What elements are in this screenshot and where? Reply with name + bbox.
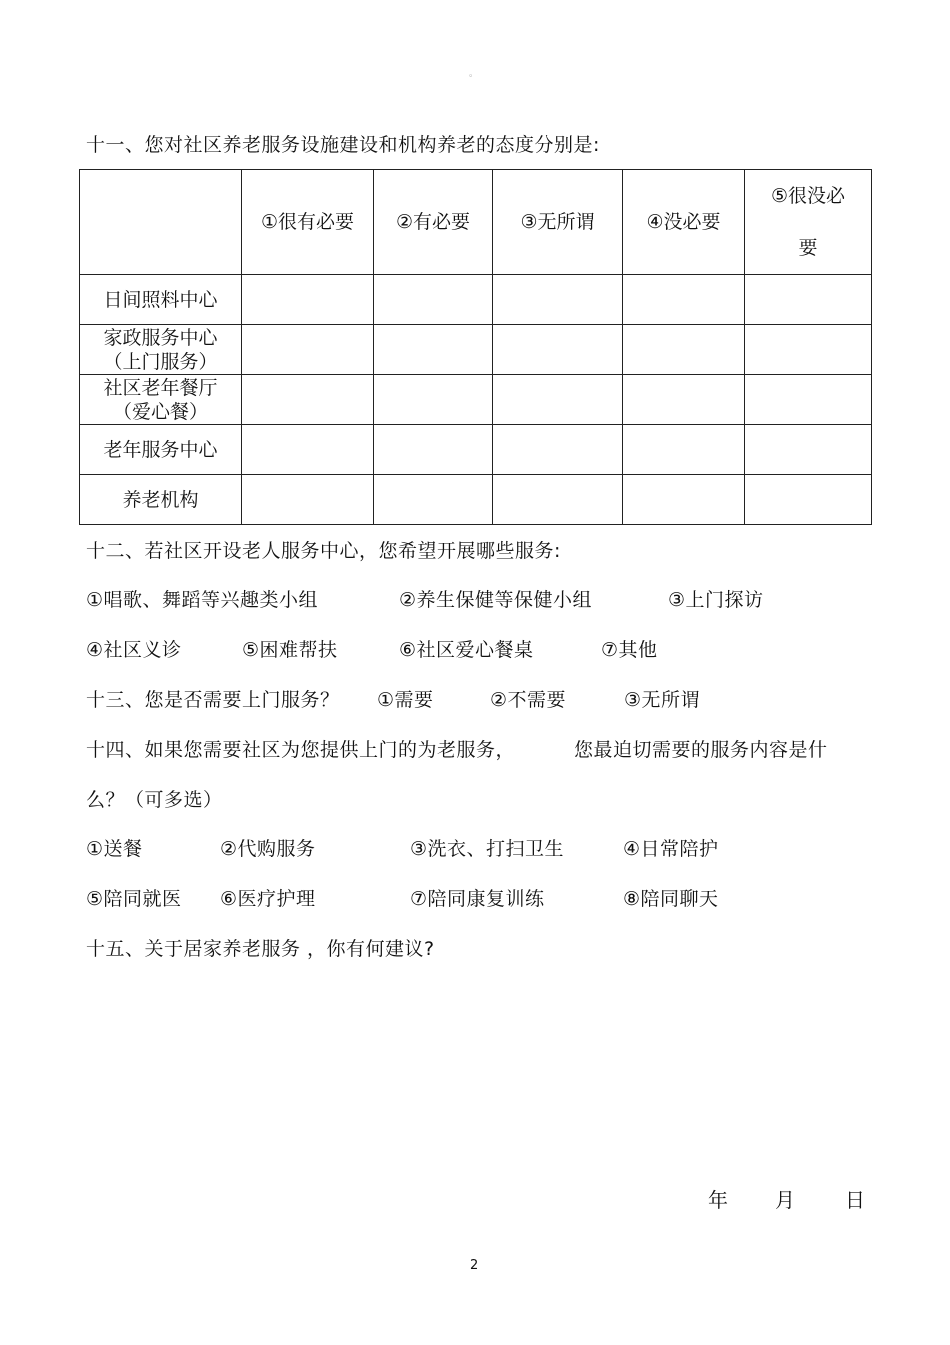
q14-option[interactable]: ⑧陪同聊天 (623, 888, 719, 910)
attitude-table (79, 169, 872, 525)
answer-cell[interactable] (623, 425, 745, 475)
q12-option[interactable]: ⑤困难帮扶 (242, 639, 338, 661)
header-mark: 。 (469, 69, 479, 79)
q11-title: 十一、您对社区养老服务设施建设和机构养老的态度分别是: (86, 134, 600, 156)
answer-cell[interactable] (623, 275, 745, 325)
q14-option[interactable]: ⑥医疗护理 (220, 888, 316, 910)
answer-cell[interactable] (242, 275, 374, 325)
answer-cell[interactable] (493, 375, 623, 425)
answer-cell[interactable] (745, 375, 872, 425)
answer-cell[interactable] (623, 325, 745, 375)
q13-title: 十三、您是否需要上门服务？ (86, 689, 340, 711)
answer-cell[interactable] (374, 425, 493, 475)
answer-cell[interactable] (745, 475, 872, 525)
q14-option[interactable]: ①送餐 (86, 838, 143, 860)
q14-title-part1: 十四、如果您需要社区为您提供上门的为老服务， (86, 739, 516, 761)
page-number: 2 (470, 1258, 479, 1273)
row-label-line1: 老年服务中心 (103, 438, 218, 461)
answer-cell[interactable] (493, 325, 623, 375)
table-row (80, 325, 872, 375)
q13-option[interactable]: ②不需要 (490, 689, 567, 711)
row-label (80, 275, 242, 325)
q14-title-part2: 您最迫切需要的服务内容是什 (574, 739, 828, 761)
table-row (80, 475, 872, 525)
row-label (80, 325, 242, 375)
q13-option[interactable]: ③无所谓 (624, 689, 701, 711)
answer-cell[interactable] (374, 375, 493, 425)
row-label (80, 475, 242, 525)
q14-option[interactable]: ②代购服务 (220, 838, 316, 860)
row-label-line2: （爱心餐） (112, 400, 208, 423)
table-corner-cell (80, 170, 242, 275)
row-label-line1: 家政服务中心 (103, 326, 218, 349)
q14-option[interactable]: ④日常陪护 (623, 838, 719, 860)
date-year-label: 年 (708, 1188, 728, 1212)
q12-option[interactable]: ④社区义诊 (86, 639, 182, 661)
q12-option[interactable]: ①唱歌、舞蹈等兴趣类小组 (86, 589, 319, 611)
table-row (80, 425, 872, 475)
answer-cell[interactable] (493, 275, 623, 325)
table-row (80, 375, 872, 425)
answer-cell[interactable] (374, 325, 493, 375)
q12-option[interactable]: ③上门探访 (668, 589, 764, 611)
answer-cell[interactable] (374, 275, 493, 325)
q15-title: 十五、关于居家养老服务 ，你有何建议? (86, 938, 435, 960)
answer-cell[interactable] (242, 425, 374, 475)
q14-option[interactable]: ⑦陪同康复训练 (410, 888, 545, 910)
answer-cell[interactable] (242, 475, 374, 525)
q12-title: 十二、若社区开设老人服务中心，您希望开展哪些服务: (86, 540, 561, 562)
row-label-line1: 社区老年餐厅 (103, 376, 218, 399)
column-header (745, 170, 872, 275)
answer-cell[interactable] (745, 325, 872, 375)
answer-cell[interactable] (623, 475, 745, 525)
table-row (80, 275, 872, 325)
q14-option[interactable]: ⑤陪同就医 (86, 888, 182, 910)
q12-option[interactable]: ⑥社区爱心餐桌 (399, 639, 534, 661)
column-header: ①很有必要 (242, 170, 374, 275)
answer-cell[interactable] (623, 375, 745, 425)
q14-title-line2: 么？（可多选） (86, 789, 223, 811)
column-header: ③无所谓 (493, 170, 623, 275)
answer-cell[interactable] (493, 475, 623, 525)
column-header: ②有必要 (374, 170, 493, 275)
row-label (80, 425, 242, 475)
column-header: ④没必要 (623, 170, 745, 275)
row-label (80, 375, 242, 425)
q14-option[interactable]: ③洗衣、打扫卫生 (410, 838, 565, 860)
row-label-line1: 养老机构 (122, 488, 199, 511)
answer-cell[interactable] (745, 275, 872, 325)
column-header-text: ⑤很没必要 (770, 185, 846, 259)
answer-cell[interactable] (374, 475, 493, 525)
answer-cell[interactable] (242, 375, 374, 425)
q13-option[interactable]: ①需要 (377, 689, 434, 711)
q12-option[interactable]: ②养生保健等保健小组 (399, 589, 593, 611)
date-day-label: 日 (845, 1188, 865, 1212)
date-month-label: 月 (775, 1188, 795, 1212)
answer-cell[interactable] (493, 425, 623, 475)
row-label-line2: （上门服务） (103, 350, 218, 373)
answer-cell[interactable] (242, 325, 374, 375)
answer-cell[interactable] (745, 425, 872, 475)
row-label-line1: 日间照料中心 (103, 288, 218, 311)
q12-option[interactable]: ⑦其他 (601, 639, 658, 661)
table-header-row (80, 170, 872, 275)
